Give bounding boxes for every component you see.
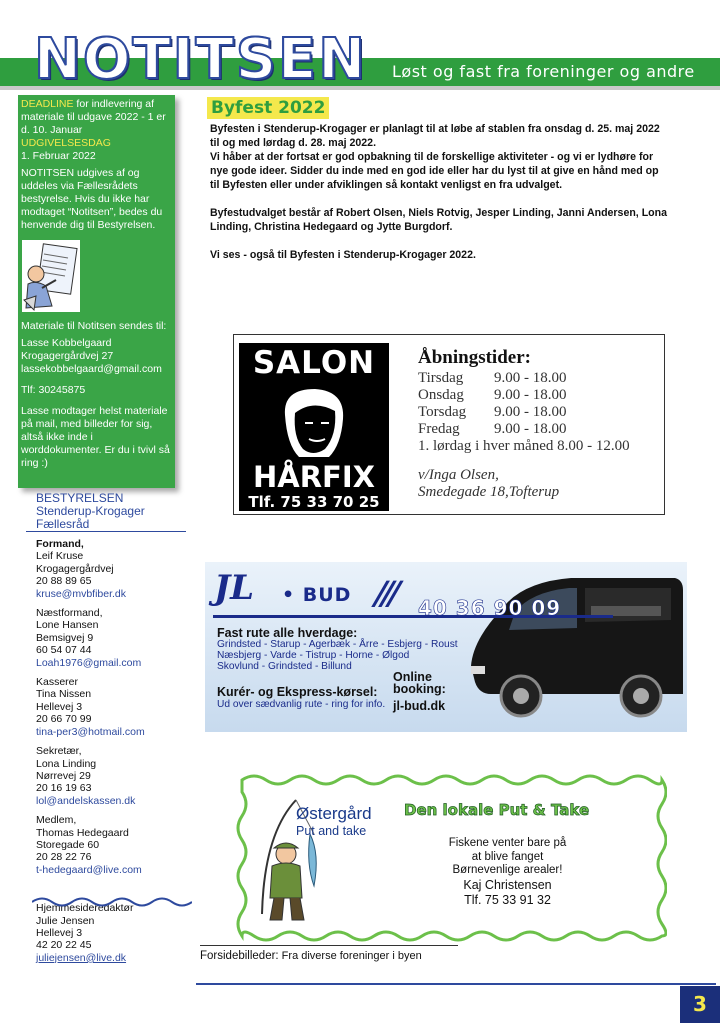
jl-booking-label: booking:	[393, 682, 446, 696]
article-paragraph: Vi ses - også til Byfesten i Stenderup-Krogager 2022.	[210, 249, 476, 261]
member-name: Leif Kruse	[36, 550, 84, 563]
jl-routes	[217, 639, 458, 672]
salon-advertisement	[233, 334, 665, 515]
member-address: Hellevej 3	[36, 700, 83, 713]
credit-text: Fra diverse foreninger i byen	[278, 950, 422, 962]
jl-express-heading: Kurér- og Ekspress-kørsel:	[217, 685, 378, 699]
hours-day: Onsdag	[418, 387, 464, 403]
member-phone: 20 66 70 99	[36, 713, 92, 726]
put-and-take-advertisement	[234, 772, 667, 944]
article-paragraph: Byfesten i Stenderup-Krogager er planlagt til at løbe af stablen fra onsdag d. 25. maj 2022 til og med lørdag d. 28. maj 2022.	[210, 123, 660, 149]
putake-contact: Kaj Christensen	[463, 877, 552, 892]
cover-photo-credit	[200, 950, 422, 962]
masthead-subtitle: Løst og fast fra foreninger og andre	[392, 62, 695, 81]
masthead-title: NOTITSEN	[34, 27, 368, 92]
member-name: Thomas Hedegaard	[36, 826, 129, 839]
member-role: Medlem,	[36, 814, 77, 827]
hours-row	[418, 421, 630, 438]
jl-online-label: Online	[393, 670, 432, 684]
jl-logo: JL	[214, 568, 254, 608]
salon-logo-top: SALON	[252, 345, 376, 381]
member-address: Hellevej 3	[36, 926, 83, 939]
deadline-label: DEADLINE	[21, 98, 74, 110]
release-label: UDGIVELSESDAG	[21, 137, 111, 149]
page-number: 3	[680, 986, 720, 1023]
putake-text	[420, 837, 595, 908]
jl-website-link[interactable]: jl-bud.dk	[393, 699, 446, 713]
board-member	[36, 607, 196, 669]
opening-hours	[418, 347, 630, 501]
member-phone: 20 28 22 76	[36, 851, 92, 864]
putake-subname: Put and take	[296, 824, 367, 838]
web-editor	[36, 902, 196, 964]
member-role: Næstformand,	[36, 607, 103, 620]
sidebar-info-box	[18, 95, 175, 488]
putake-line: Fiskene venter bare på	[448, 837, 567, 849]
hours-row	[418, 370, 630, 387]
jl-online-booking	[393, 671, 446, 695]
footer-divider	[200, 945, 458, 946]
member-name: Lone Hansen	[36, 619, 99, 632]
hours-time: 9.00 - 18.00	[494, 370, 567, 386]
board-member	[36, 538, 196, 600]
jl-logo-bud: • BUD	[282, 584, 352, 606]
member-phone: 42 20 22 45	[36, 939, 92, 952]
jl-route-line: Grindsted - Starup - Agerbæk - Årre - Esbjerg - Roust	[217, 639, 458, 650]
salon-owner: v/Inga Olsen,	[418, 467, 499, 483]
member-phone: 20 88 89 65	[36, 575, 92, 588]
delivery-van-icon	[461, 570, 685, 730]
hours-day: Tirsdag	[418, 370, 464, 386]
member-role: Kasserer	[36, 676, 79, 689]
member-address: Nørrevej 29	[36, 769, 91, 782]
hours-saturday: 1. lørdag i hver måned 8.00 - 12.00	[418, 438, 630, 454]
salon-logo-bottom: HÅRFIX	[252, 460, 375, 494]
board-member	[36, 676, 196, 738]
member-email-link[interactable]: juliejensen@live.dk	[36, 951, 127, 964]
putake-title: Den lokale Put & Take	[404, 801, 590, 819]
hours-time: 9.00 - 18.00	[494, 421, 567, 437]
member-role: Formand,	[36, 538, 84, 550]
board-divider	[26, 531, 186, 532]
member-email-link[interactable]: t-hedegaard@live.com	[36, 863, 142, 876]
putake-line: Børnevenlige arealer!	[452, 864, 563, 876]
salon-logo-phone: Tlf. 75 33 70 25	[248, 493, 380, 511]
hours-day: Fredag	[418, 421, 460, 437]
woman-face-icon	[279, 385, 349, 461]
hours-row	[418, 404, 630, 421]
writer-illustration-icon	[22, 240, 80, 312]
article-paragraph: Byfestudvalget består af Robert Olsen, Niels Rotvig, Jesper Linding, Janni Andersen, Lona Linding, Christina Hedegaard og Jytte Burgdorf.	[210, 207, 668, 233]
board-subheading-2: Fællesråd	[36, 517, 90, 531]
distribution-info: NOTITSEN udgives af og uddeles via Fællesrådets bestyrelse. Hvis du ikke har modtaget “Notitsen”, bedes du henvende dig til Bestyrelsen.	[21, 167, 163, 231]
credit-label: Forsidebilleder:	[200, 950, 279, 962]
member-role: Hjemmesideredaktør	[36, 902, 134, 915]
jl-route-heading: Fast rute alle hverdage:	[217, 626, 358, 640]
article-body	[210, 122, 670, 276]
jl-express-text: Ud over sædvanlig rute - ring for info.	[217, 699, 386, 710]
member-role: Sekretær,	[36, 745, 82, 758]
member-phone: 60 54 07 44	[36, 644, 92, 657]
member-name: Julie Jensen	[36, 914, 95, 927]
jl-bud-advertisement	[205, 562, 687, 732]
material-address: Krogagergårdvej 27	[21, 350, 114, 362]
jl-route-line: Næsbjerg - Varde - Tistrup - Horne - Ølgod	[217, 650, 410, 661]
jl-phone: 40 36 90 09	[418, 596, 562, 620]
opening-hours-title: Åbningstider:	[418, 347, 531, 368]
board-heading-block	[36, 492, 196, 531]
material-email[interactable]: lassekobbelgaard@gmail.com	[21, 363, 162, 375]
hours-row	[418, 387, 630, 404]
bottom-rule	[196, 983, 716, 985]
jl-slashes-icon: / / /	[369, 574, 398, 612]
putake-phone: Tlf. 75 33 91 32	[464, 892, 551, 907]
wave-divider-icon	[32, 895, 192, 909]
member-address: Krogagergårdvej	[36, 562, 114, 575]
board-heading: BESTYRELSEN	[36, 491, 124, 505]
member-email-link[interactable]: tina-per3@hotmail.com	[36, 725, 145, 738]
deadline-text	[21, 98, 172, 137]
deadline-body: for indlevering af materiale til udgave 2022 - 1 er d. 10. Januar	[21, 98, 166, 136]
member-name: Tina Nissen	[36, 688, 92, 701]
release-date: 1. Februar 2022	[21, 150, 96, 162]
member-email-link[interactable]: kruse@mvbfiber.dk	[36, 587, 127, 600]
member-email-link[interactable]: lol@andelskassen.dk	[36, 794, 136, 807]
board-member	[36, 814, 196, 876]
jl-route-line: Skovlund - Grindsted - Billund	[217, 661, 352, 672]
material-note: Lasse modtager helst materiale på mail, med billeder for sig, altså ikke inde i worddokumenter. Er du i tvivl så ring :)	[21, 405, 170, 469]
article-title: Byfest 2022	[207, 97, 329, 119]
member-address: Bemsigvej 9	[36, 631, 94, 644]
putake-name: Østergård	[296, 804, 372, 823]
board-member	[36, 745, 196, 807]
hours-time: 9.00 - 18.00	[494, 387, 567, 403]
member-phone: 20 16 19 63	[36, 782, 92, 795]
salon-address: Smedegade 18,Tofterup	[418, 484, 560, 500]
hours-day: Torsdag	[418, 404, 467, 420]
member-name: Lona Linding	[36, 757, 97, 770]
salon-logo	[239, 343, 389, 511]
member-address: Storegade 60	[36, 838, 100, 851]
material-name: Lasse Kobbelgaard	[21, 337, 112, 349]
hours-time: 9.00 - 18.00	[494, 404, 567, 420]
article-paragraph: Vi håber at der fortsat er god opbakning til de forskellige aktiviteter - og vi er lydhøre for nye gode ideer. Sidder du inde med en god ide eller har du lyst til at give en hånd med op til Byfesten eller under afviklingen så kontakt venligst en fra udvalget.	[210, 151, 659, 191]
member-email-link[interactable]: Loah1976@gmail.com	[36, 656, 142, 669]
material-phone: Tlf: 30245875	[21, 384, 86, 396]
putake-line: at blive fanget	[471, 850, 544, 863]
material-heading: Materiale til Notitsen sendes til:	[21, 320, 167, 332]
board-subheading-1: Stenderup-Krogager	[36, 504, 145, 518]
